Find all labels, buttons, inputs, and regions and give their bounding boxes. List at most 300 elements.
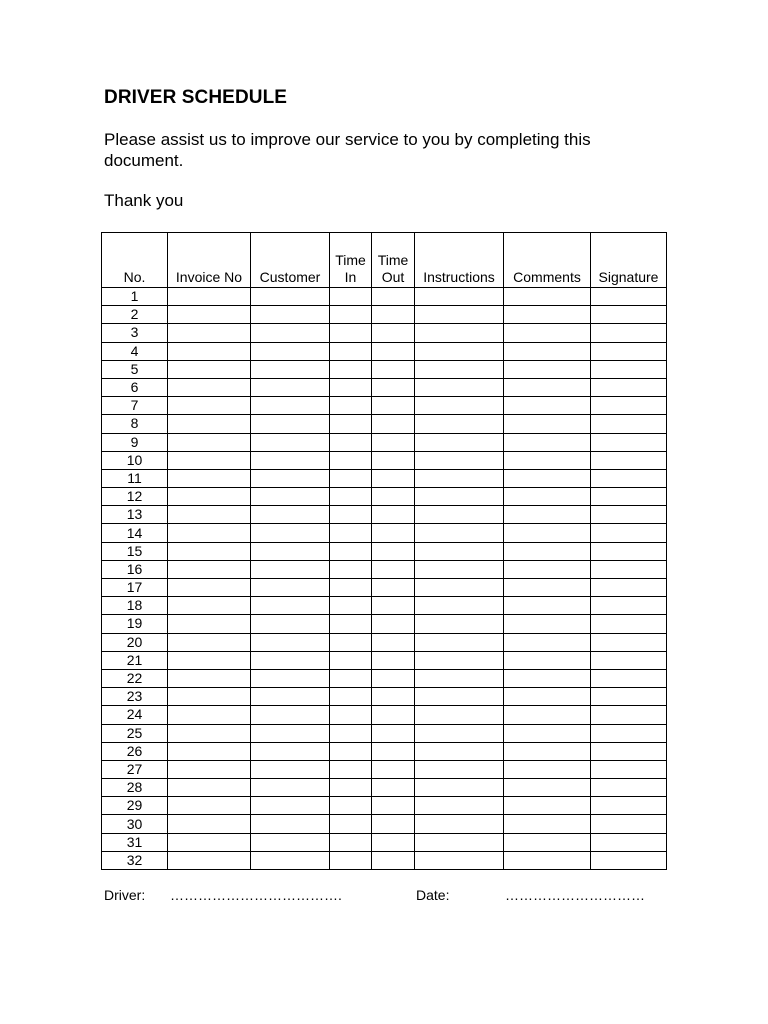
customer-cell[interactable]	[251, 760, 330, 778]
time-out-cell[interactable]	[372, 760, 415, 778]
invoice-no-cell[interactable]	[168, 833, 251, 851]
time-out-cell[interactable]	[372, 669, 415, 687]
row-number: 2	[102, 306, 168, 324]
instructions-cell[interactable]	[415, 615, 504, 633]
time-out-cell[interactable]	[372, 397, 415, 415]
customer-cell[interactable]	[251, 597, 330, 615]
comments-cell[interactable]	[504, 288, 591, 306]
instructions-cell[interactable]	[415, 433, 504, 451]
signature-cell[interactable]	[591, 833, 667, 851]
comments-cell[interactable]	[504, 651, 591, 669]
invoice-no-cell[interactable]	[168, 688, 251, 706]
signature-cell[interactable]	[591, 651, 667, 669]
time-in-cell[interactable]	[330, 560, 372, 578]
instructions-cell[interactable]	[415, 651, 504, 669]
time-out-cell[interactable]	[372, 469, 415, 487]
row-number: 4	[102, 342, 168, 360]
customer-cell[interactable]	[251, 724, 330, 742]
signature-cell[interactable]	[591, 342, 667, 360]
time-in-cell[interactable]	[330, 579, 372, 597]
row-number: 31	[102, 833, 168, 851]
instructions-cell[interactable]	[415, 760, 504, 778]
table-row	[102, 760, 667, 778]
header-time-in: Time In	[330, 233, 372, 288]
instructions-cell[interactable]	[415, 706, 504, 724]
comments-cell[interactable]	[504, 378, 591, 396]
table-row	[102, 506, 667, 524]
time-out-cell[interactable]	[372, 378, 415, 396]
signature-cell[interactable]	[591, 688, 667, 706]
instructions-cell[interactable]	[415, 488, 504, 506]
customer-cell[interactable]	[251, 469, 330, 487]
table-header-row	[102, 233, 667, 288]
instructions-cell[interactable]	[415, 451, 504, 469]
time-in-cell[interactable]	[330, 397, 372, 415]
comments-cell[interactable]	[504, 306, 591, 324]
comments-cell[interactable]	[504, 724, 591, 742]
signature-cell[interactable]	[591, 597, 667, 615]
instructions-cell[interactable]	[415, 633, 504, 651]
instructions-cell[interactable]	[415, 342, 504, 360]
time-out-cell[interactable]	[372, 415, 415, 433]
table-row	[102, 397, 667, 415]
time-in-cell[interactable]	[330, 651, 372, 669]
table-row	[102, 342, 667, 360]
invoice-no-cell[interactable]	[168, 760, 251, 778]
signature-cell[interactable]	[591, 542, 667, 560]
invoice-no-cell[interactable]	[168, 506, 251, 524]
instructions-cell[interactable]	[415, 288, 504, 306]
signature-cell[interactable]	[591, 779, 667, 797]
invoice-no-cell[interactable]	[168, 469, 251, 487]
comments-cell[interactable]	[504, 579, 591, 597]
invoice-no-cell[interactable]	[168, 415, 251, 433]
invoice-no-cell[interactable]	[168, 433, 251, 451]
invoice-no-cell[interactable]	[168, 378, 251, 396]
invoice-no-cell[interactable]	[168, 633, 251, 651]
invoice-no-cell[interactable]	[168, 451, 251, 469]
table-row	[102, 779, 667, 797]
time-in-cell[interactable]	[330, 797, 372, 815]
row-number: 12	[102, 488, 168, 506]
invoice-no-cell[interactable]	[168, 669, 251, 687]
row-number: 13	[102, 506, 168, 524]
customer-cell[interactable]	[251, 797, 330, 815]
customer-cell[interactable]	[251, 342, 330, 360]
instructions-cell[interactable]	[415, 669, 504, 687]
signature-cell[interactable]	[591, 306, 667, 324]
row-number: 29	[102, 797, 168, 815]
table-row	[102, 560, 667, 578]
time-in-cell[interactable]	[330, 742, 372, 760]
time-in-cell[interactable]	[330, 360, 372, 378]
signature-cell[interactable]	[591, 397, 667, 415]
header-invoice-no: Invoice No	[168, 233, 251, 288]
time-out-cell[interactable]	[372, 579, 415, 597]
table-row	[102, 469, 667, 487]
invoice-no-cell[interactable]	[168, 560, 251, 578]
comments-cell[interactable]	[504, 688, 591, 706]
instructions-cell[interactable]	[415, 797, 504, 815]
time-in-cell[interactable]	[330, 524, 372, 542]
comments-cell[interactable]	[504, 342, 591, 360]
row-number: 6	[102, 378, 168, 396]
schedule-table	[101, 232, 667, 870]
instructions-cell[interactable]	[415, 506, 504, 524]
table-row	[102, 324, 667, 342]
row-number: 1	[102, 288, 168, 306]
time-out-cell[interactable]	[372, 633, 415, 651]
signature-cell[interactable]	[591, 433, 667, 451]
comments-cell[interactable]	[504, 360, 591, 378]
time-in-cell[interactable]	[330, 633, 372, 651]
comments-cell[interactable]	[504, 469, 591, 487]
instructions-cell[interactable]	[415, 851, 504, 869]
signature-cell[interactable]	[591, 324, 667, 342]
invoice-no-cell[interactable]	[168, 706, 251, 724]
customer-cell[interactable]	[251, 651, 330, 669]
comments-cell[interactable]	[504, 815, 591, 833]
row-number: 14	[102, 524, 168, 542]
signature-cell[interactable]	[591, 742, 667, 760]
signature-cell[interactable]	[591, 560, 667, 578]
time-in-cell[interactable]	[330, 688, 372, 706]
table-row	[102, 724, 667, 742]
header-instructions: Instructions	[415, 233, 504, 288]
header-signature: Signature	[591, 233, 667, 288]
row-number: 16	[102, 560, 168, 578]
instructions-cell[interactable]	[415, 560, 504, 578]
signature-cell[interactable]	[591, 488, 667, 506]
signature-cell[interactable]	[591, 469, 667, 487]
comments-cell[interactable]	[504, 542, 591, 560]
customer-cell[interactable]	[251, 779, 330, 797]
instructions-cell[interactable]	[415, 779, 504, 797]
date-entry-line[interactable]: …………………………	[505, 887, 645, 903]
row-number: 17	[102, 579, 168, 597]
invoice-no-cell[interactable]	[168, 324, 251, 342]
time-out-cell[interactable]	[372, 688, 415, 706]
header-customer: Customer	[251, 233, 330, 288]
customer-cell[interactable]	[251, 433, 330, 451]
customer-cell[interactable]	[251, 669, 330, 687]
comments-cell[interactable]	[504, 524, 591, 542]
invoice-no-cell[interactable]	[168, 615, 251, 633]
time-in-cell[interactable]	[330, 433, 372, 451]
invoice-no-cell[interactable]	[168, 524, 251, 542]
customer-cell[interactable]	[251, 742, 330, 760]
time-out-cell[interactable]	[372, 615, 415, 633]
signature-cell[interactable]	[591, 760, 667, 778]
row-number: 8	[102, 415, 168, 433]
time-out-cell[interactable]	[372, 306, 415, 324]
customer-cell[interactable]	[251, 451, 330, 469]
signature-cell[interactable]	[591, 724, 667, 742]
table-row	[102, 633, 667, 651]
time-out-cell[interactable]	[372, 288, 415, 306]
header-time-out: Time Out	[372, 233, 415, 288]
comments-cell[interactable]	[504, 742, 591, 760]
comments-cell[interactable]	[504, 833, 591, 851]
invoice-no-cell[interactable]	[168, 779, 251, 797]
time-out-cell[interactable]	[372, 797, 415, 815]
row-number: 3	[102, 324, 168, 342]
row-number: 7	[102, 397, 168, 415]
time-out-cell[interactable]	[372, 779, 415, 797]
row-number: 23	[102, 688, 168, 706]
customer-cell[interactable]	[251, 415, 330, 433]
table-row	[102, 851, 667, 869]
signature-cell[interactable]	[591, 851, 667, 869]
instructions-cell[interactable]	[415, 415, 504, 433]
row-number: 20	[102, 633, 168, 651]
customer-cell[interactable]	[251, 306, 330, 324]
time-in-cell[interactable]	[330, 451, 372, 469]
signature-cell[interactable]	[591, 506, 667, 524]
table-row	[102, 597, 667, 615]
time-in-cell[interactable]	[330, 833, 372, 851]
signature-cell[interactable]	[591, 378, 667, 396]
time-in-cell[interactable]	[330, 488, 372, 506]
table-row	[102, 797, 667, 815]
instructions-cell[interactable]	[415, 833, 504, 851]
row-number: 25	[102, 724, 168, 742]
table-row	[102, 433, 667, 451]
table-row	[102, 615, 667, 633]
instructions-cell[interactable]	[415, 579, 504, 597]
comments-cell[interactable]	[504, 633, 591, 651]
signature-cell[interactable]	[591, 797, 667, 815]
row-number: 18	[102, 597, 168, 615]
instructions-cell[interactable]	[415, 688, 504, 706]
time-out-cell[interactable]	[372, 851, 415, 869]
instructions-cell[interactable]	[415, 742, 504, 760]
customer-cell[interactable]	[251, 815, 330, 833]
table-row	[102, 579, 667, 597]
table-row	[102, 524, 667, 542]
comments-cell[interactable]	[504, 615, 591, 633]
customer-cell[interactable]	[251, 833, 330, 851]
customer-cell[interactable]	[251, 324, 330, 342]
time-in-cell[interactable]	[330, 542, 372, 560]
table-row	[102, 833, 667, 851]
document-title: DRIVER SCHEDULE	[104, 87, 288, 108]
time-in-cell[interactable]	[330, 724, 372, 742]
invoice-no-cell[interactable]	[168, 651, 251, 669]
instructions-cell[interactable]	[415, 524, 504, 542]
signature-cell[interactable]	[591, 706, 667, 724]
instructions-cell[interactable]	[415, 815, 504, 833]
time-out-cell[interactable]	[372, 560, 415, 578]
customer-cell[interactable]	[251, 488, 330, 506]
comments-cell[interactable]	[504, 779, 591, 797]
time-in-cell[interactable]	[330, 706, 372, 724]
driver-label: Driver:	[104, 887, 146, 903]
customer-cell[interactable]	[251, 633, 330, 651]
time-out-cell[interactable]	[372, 451, 415, 469]
signature-cell[interactable]	[591, 360, 667, 378]
row-number: 11	[102, 469, 168, 487]
signature-cell[interactable]	[591, 579, 667, 597]
table-row	[102, 306, 667, 324]
row-number: 21	[102, 651, 168, 669]
invoice-no-cell[interactable]	[168, 851, 251, 869]
time-out-cell[interactable]	[372, 524, 415, 542]
time-out-cell[interactable]	[372, 706, 415, 724]
time-out-cell[interactable]	[372, 342, 415, 360]
invoice-no-cell[interactable]	[168, 542, 251, 560]
customer-cell[interactable]	[251, 579, 330, 597]
invoice-no-cell[interactable]	[168, 579, 251, 597]
customer-cell[interactable]	[251, 506, 330, 524]
instructions-cell[interactable]	[415, 360, 504, 378]
driver-signature-line[interactable]: ……………………………….	[170, 887, 342, 903]
instructions-cell[interactable]	[415, 397, 504, 415]
comments-cell[interactable]	[504, 597, 591, 615]
time-in-cell[interactable]	[330, 669, 372, 687]
time-out-cell[interactable]	[372, 506, 415, 524]
table-row	[102, 415, 667, 433]
time-in-cell[interactable]	[330, 815, 372, 833]
time-in-cell[interactable]	[330, 615, 372, 633]
row-number: 5	[102, 360, 168, 378]
time-in-cell[interactable]	[330, 306, 372, 324]
time-in-cell[interactable]	[330, 415, 372, 433]
time-in-cell[interactable]	[330, 760, 372, 778]
invoice-no-cell[interactable]	[168, 742, 251, 760]
comments-cell[interactable]	[504, 397, 591, 415]
row-number: 15	[102, 542, 168, 560]
table-row	[102, 688, 667, 706]
signature-cell[interactable]	[591, 415, 667, 433]
customer-cell[interactable]	[251, 360, 330, 378]
invoice-no-cell[interactable]	[168, 597, 251, 615]
row-number: 24	[102, 706, 168, 724]
table-row	[102, 360, 667, 378]
table-row	[102, 451, 667, 469]
time-in-cell[interactable]	[330, 469, 372, 487]
instructions-cell[interactable]	[415, 597, 504, 615]
date-label: Date:	[416, 887, 450, 903]
signature-cell[interactable]	[591, 615, 667, 633]
table-row	[102, 378, 667, 396]
table-row	[102, 669, 667, 687]
time-in-cell[interactable]	[330, 288, 372, 306]
time-in-cell[interactable]	[330, 324, 372, 342]
time-out-cell[interactable]	[372, 542, 415, 560]
customer-cell[interactable]	[251, 524, 330, 542]
time-out-cell[interactable]	[372, 488, 415, 506]
instructions-cell[interactable]	[415, 469, 504, 487]
invoice-no-cell[interactable]	[168, 488, 251, 506]
table-row	[102, 651, 667, 669]
comments-cell[interactable]	[504, 324, 591, 342]
customer-cell[interactable]	[251, 397, 330, 415]
customer-cell[interactable]	[251, 560, 330, 578]
time-out-cell[interactable]	[372, 724, 415, 742]
time-out-cell[interactable]	[372, 433, 415, 451]
row-number: 28	[102, 779, 168, 797]
time-in-cell[interactable]	[330, 597, 372, 615]
header-no: No.	[102, 233, 168, 288]
row-number: 30	[102, 815, 168, 833]
time-in-cell[interactable]	[330, 378, 372, 396]
comments-cell[interactable]	[504, 488, 591, 506]
comments-cell[interactable]	[504, 506, 591, 524]
row-number: 27	[102, 760, 168, 778]
invoice-no-cell[interactable]	[168, 360, 251, 378]
invoice-no-cell[interactable]	[168, 815, 251, 833]
time-in-cell[interactable]	[330, 851, 372, 869]
thank-you-text: Thank you	[104, 191, 184, 210]
time-out-cell[interactable]	[372, 324, 415, 342]
instructions-cell[interactable]	[415, 542, 504, 560]
comments-cell[interactable]	[504, 451, 591, 469]
intro-text: Please assist us to improve our service to you by completing this document.	[104, 130, 591, 170]
invoice-no-cell[interactable]	[168, 342, 251, 360]
time-out-cell[interactable]	[372, 815, 415, 833]
time-out-cell[interactable]	[372, 360, 415, 378]
customer-cell[interactable]	[251, 706, 330, 724]
table-row	[102, 288, 667, 306]
time-out-cell[interactable]	[372, 833, 415, 851]
comments-cell[interactable]	[504, 415, 591, 433]
time-out-cell[interactable]	[372, 597, 415, 615]
signature-cell[interactable]	[591, 669, 667, 687]
instructions-cell[interactable]	[415, 724, 504, 742]
customer-cell[interactable]	[251, 688, 330, 706]
comments-cell[interactable]	[504, 669, 591, 687]
signature-cell[interactable]	[591, 288, 667, 306]
customer-cell[interactable]	[251, 615, 330, 633]
invoice-no-cell[interactable]	[168, 288, 251, 306]
time-in-cell[interactable]	[330, 342, 372, 360]
time-in-cell[interactable]	[330, 779, 372, 797]
time-in-cell[interactable]	[330, 506, 372, 524]
invoice-no-cell[interactable]	[168, 724, 251, 742]
table-row	[102, 706, 667, 724]
customer-cell[interactable]	[251, 378, 330, 396]
header-comments: Comments	[504, 233, 591, 288]
signature-cell[interactable]	[591, 524, 667, 542]
time-out-cell[interactable]	[372, 742, 415, 760]
customer-cell[interactable]	[251, 288, 330, 306]
table-row	[102, 542, 667, 560]
invoice-no-cell[interactable]	[168, 397, 251, 415]
instructions-cell[interactable]	[415, 306, 504, 324]
comments-cell[interactable]	[504, 760, 591, 778]
table-row	[102, 488, 667, 506]
comments-cell[interactable]	[504, 797, 591, 815]
comments-cell[interactable]	[504, 433, 591, 451]
instructions-cell[interactable]	[415, 378, 504, 396]
row-number: 26	[102, 742, 168, 760]
comments-cell[interactable]	[504, 706, 591, 724]
comments-cell[interactable]	[504, 851, 591, 869]
row-number: 10	[102, 451, 168, 469]
comments-cell[interactable]	[504, 560, 591, 578]
time-out-cell[interactable]	[372, 651, 415, 669]
signature-cell[interactable]	[591, 451, 667, 469]
customer-cell[interactable]	[251, 851, 330, 869]
signature-cell[interactable]	[591, 815, 667, 833]
invoice-no-cell[interactable]	[168, 306, 251, 324]
invoice-no-cell[interactable]	[168, 797, 251, 815]
row-number: 22	[102, 669, 168, 687]
signature-cell[interactable]	[591, 633, 667, 651]
instructions-cell[interactable]	[415, 324, 504, 342]
customer-cell[interactable]	[251, 542, 330, 560]
